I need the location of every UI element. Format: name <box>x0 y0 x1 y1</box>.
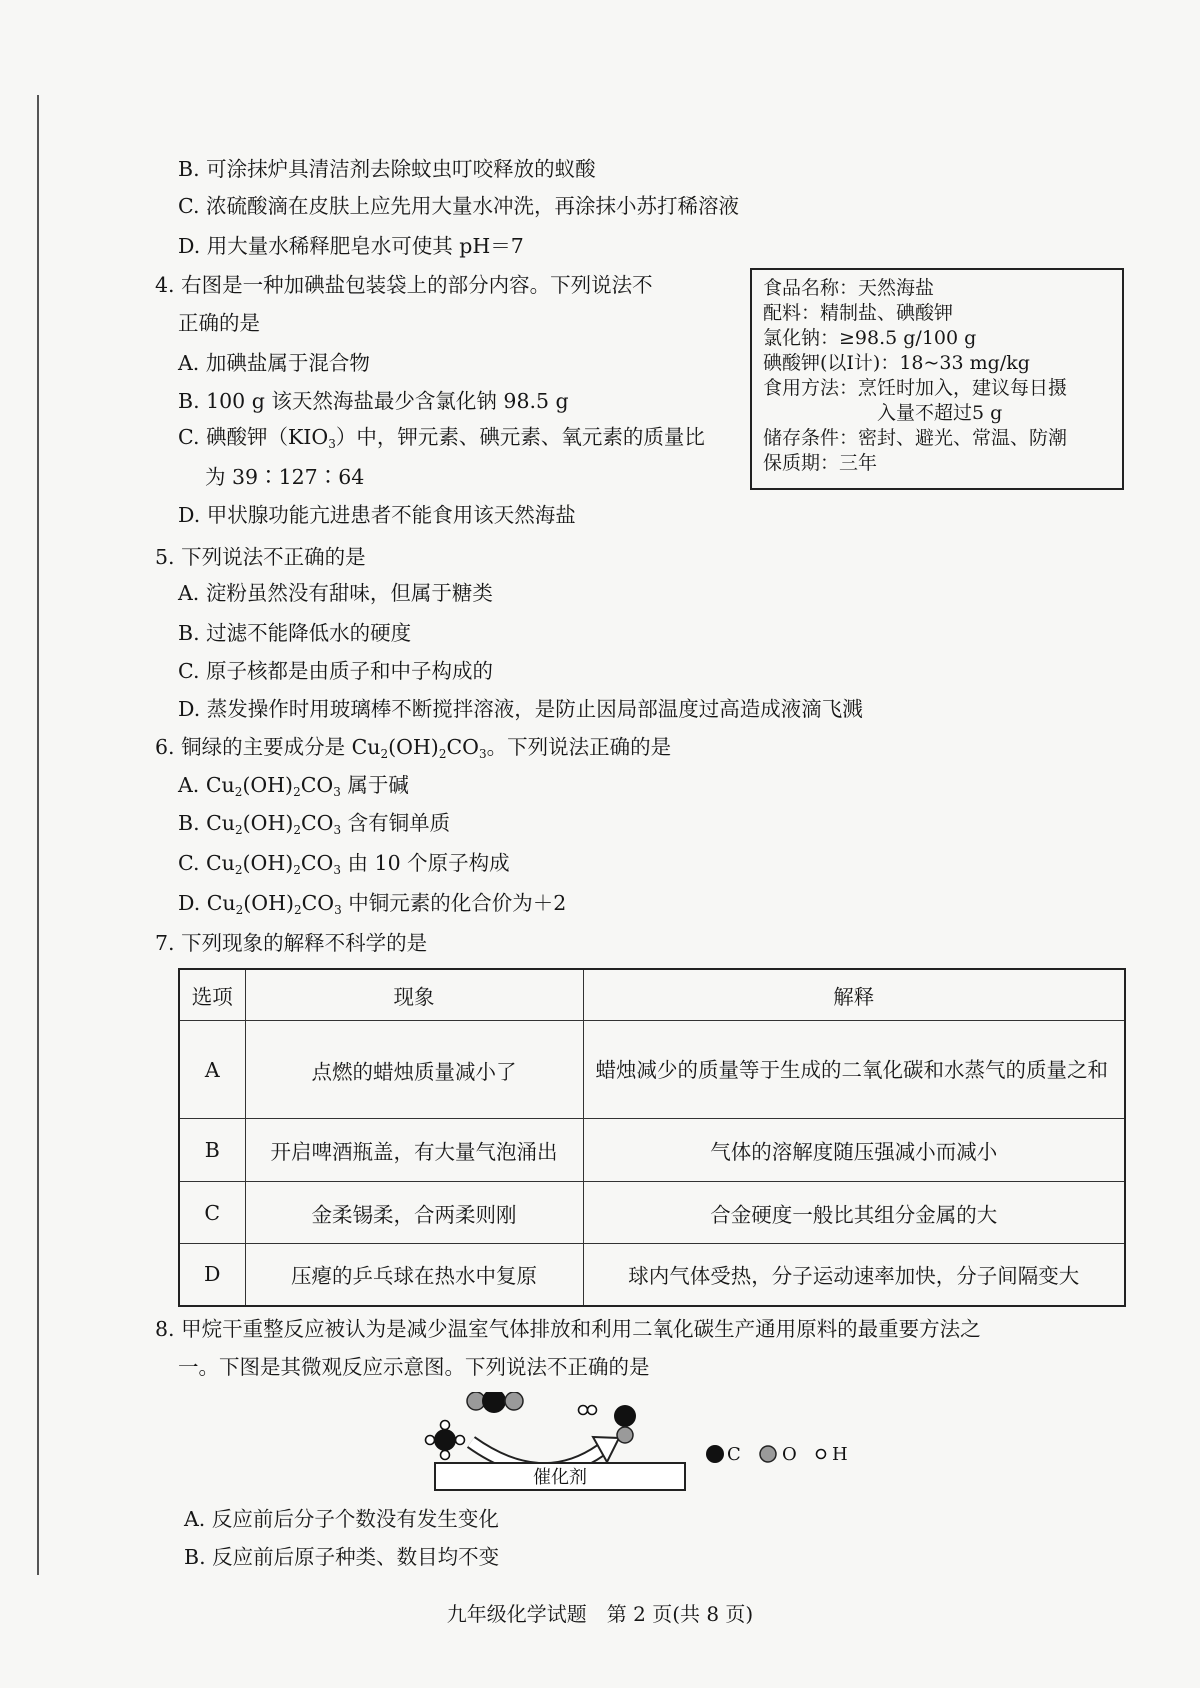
catalyst-label: 催化剂 <box>533 1467 587 1488</box>
q6-option-c: C. Cu2(OH)2CO3 由 10 个原子构成 <box>178 851 510 877</box>
legend-carbon-label: C <box>727 1444 741 1465</box>
table-row <box>179 1182 1125 1244</box>
q8-option-a: A. 反应前后分子个数没有发生变化 <box>184 1507 499 1531</box>
q5-option-d: D. 蒸发操作时用玻璃棒不断搅拌溶液，是防止因局部温度过高造成液滴飞溅 <box>178 697 863 721</box>
q8-option-b: B. 反应前后原子种类、数目均不变 <box>184 1545 500 1569</box>
q5-option-b: B. 过滤不能降低水的硬度 <box>178 621 412 645</box>
table-header-row <box>179 969 1125 1021</box>
salt-label-line: 氯化钠：≥98.5 g/100 g <box>763 327 977 349</box>
salt-label-line: 食用方法：烹饪时加入，建议每日摄 <box>763 377 1068 399</box>
page-footer: 九年级化学试题 第 2 页(共 8 页) <box>446 1602 754 1626</box>
q6-option-b: B. Cu2(OH)2CO3 含有铜单质 <box>178 811 451 837</box>
table-row <box>179 1021 1125 1119</box>
carbon-dioxide-molecule <box>467 1392 523 1413</box>
col-header-explanation: 解释 <box>583 969 1125 1021</box>
binding-margin-line <box>37 95 39 1575</box>
row-option: A <box>179 1021 245 1119</box>
q4-stem: 4. 右图是一种加碘盐包装袋上的部分内容。下列说法不 <box>155 273 653 297</box>
micro-reaction-diagram <box>423 1392 913 1502</box>
q4-stem-cont: 正确的是 <box>178 311 260 335</box>
salt-label-line: 入量不超过5 g <box>877 402 1003 424</box>
salt-label-box <box>750 268 1124 490</box>
q7-stem: 7. 下列现象的解释不科学的是 <box>155 931 428 955</box>
q8-stem-cont: 一。下图是其微观反应示意图。下列说法不正确的是 <box>178 1355 650 1379</box>
row-phenomenon: 开启啤酒瓶盖，有大量气泡涌出 <box>245 1119 583 1182</box>
q5-option-a: A. 淀粉虽然没有甜味，但属于糖类 <box>178 581 493 605</box>
q4-option-c-cont: 为 39∶127∶64 <box>205 465 365 489</box>
salt-label-line: 食品名称：天然海盐 <box>763 277 935 299</box>
salt-label-line: 碘酸钾(以I计)：18~33 mg/kg <box>763 352 1030 374</box>
q5-stem: 5. 下列说法不正确的是 <box>155 545 366 569</box>
q3-option-c: C. 浓硫酸滴在皮肤上应先用大量水冲洗，再涂抹小苏打稀溶液 <box>178 194 739 218</box>
row-explanation: 合金硬度一般比其组分金属的大 <box>583 1182 1125 1244</box>
legend-oxygen-icon <box>760 1446 776 1462</box>
salt-label-line: 配料：精制盐、碘酸钾 <box>763 302 954 324</box>
row-option: D <box>179 1244 245 1306</box>
q6-option-d: D. Cu2(OH)2CO3 中铜元素的化合价为＋2 <box>178 891 567 917</box>
q4-option-a: A. 加碘盐属于混合物 <box>178 351 370 375</box>
legend-oxygen-label: O <box>782 1444 797 1465</box>
salt-label-line: 储存条件：密封、避光、常温、防潮 <box>763 427 1068 449</box>
carbon-monoxide-molecule <box>614 1405 636 1443</box>
row-explanation: 蜡烛减少的质量等于生成的二氧化碳和水蒸气的质量之和 <box>583 1021 1125 1119</box>
row-phenomenon: 压瘪的乒乓球在热水中复原 <box>245 1244 583 1306</box>
col-header-phenomenon: 现象 <box>245 969 583 1021</box>
q5-option-c: C. 原子核都是由质子和中子构成的 <box>178 659 493 683</box>
q6-option-a: A. Cu2(OH)2CO3 属于碱 <box>178 773 409 799</box>
col-header-option: 选项 <box>179 969 245 1021</box>
legend-hydrogen-label: H <box>832 1444 848 1465</box>
methane-molecule <box>426 1421 465 1460</box>
table-row <box>179 1244 1125 1306</box>
row-phenomenon: 点燃的蜡烛质量减小了 <box>245 1021 583 1119</box>
salt-label-line: 保质期：三年 <box>763 452 878 474</box>
q6-stem: 6. 铜绿的主要成分是 Cu2(OH)2CO3。下列说法正确的是 <box>155 735 672 761</box>
q7-table <box>178 968 1126 1307</box>
row-explanation: 气体的溶解度随压强减小而减小 <box>583 1119 1125 1182</box>
q8-stem: 8. 甲烷干重整反应被认为是减少温室气体排放和利用二氧化碳生产通用原料的最重要方法之 <box>155 1317 981 1341</box>
q4-option-c: C. 碘酸钾（KIO3）中，钾元素、碘元素、氧元素的质量比 <box>178 425 705 451</box>
row-option: B <box>179 1119 245 1182</box>
q3-option-b: B. 可涂抹炉具清洁剂去除蚊虫叮咬释放的蚁酸 <box>178 157 596 181</box>
row-explanation: 球内气体受热，分子运动速率加快，分子间隔变大 <box>583 1244 1125 1306</box>
table-row <box>179 1119 1125 1182</box>
row-phenomenon: 金柔锡柔，合两柔则刚 <box>245 1182 583 1244</box>
legend-carbon-icon <box>706 1445 724 1463</box>
q4-option-d: D. 甲状腺功能亢进患者不能食用该天然海盐 <box>178 503 576 527</box>
row-option: C <box>179 1182 245 1244</box>
hydrogen-molecule <box>579 1406 597 1415</box>
legend <box>706 1444 848 1465</box>
q4-option-b: B. 100 g 该天然海盐最少含氯化钠 98.5 g <box>178 389 569 413</box>
q3-option-d: D. 用大量水稀释肥皂水可使其 pH＝7 <box>178 234 524 258</box>
legend-hydrogen-icon <box>817 1450 826 1459</box>
